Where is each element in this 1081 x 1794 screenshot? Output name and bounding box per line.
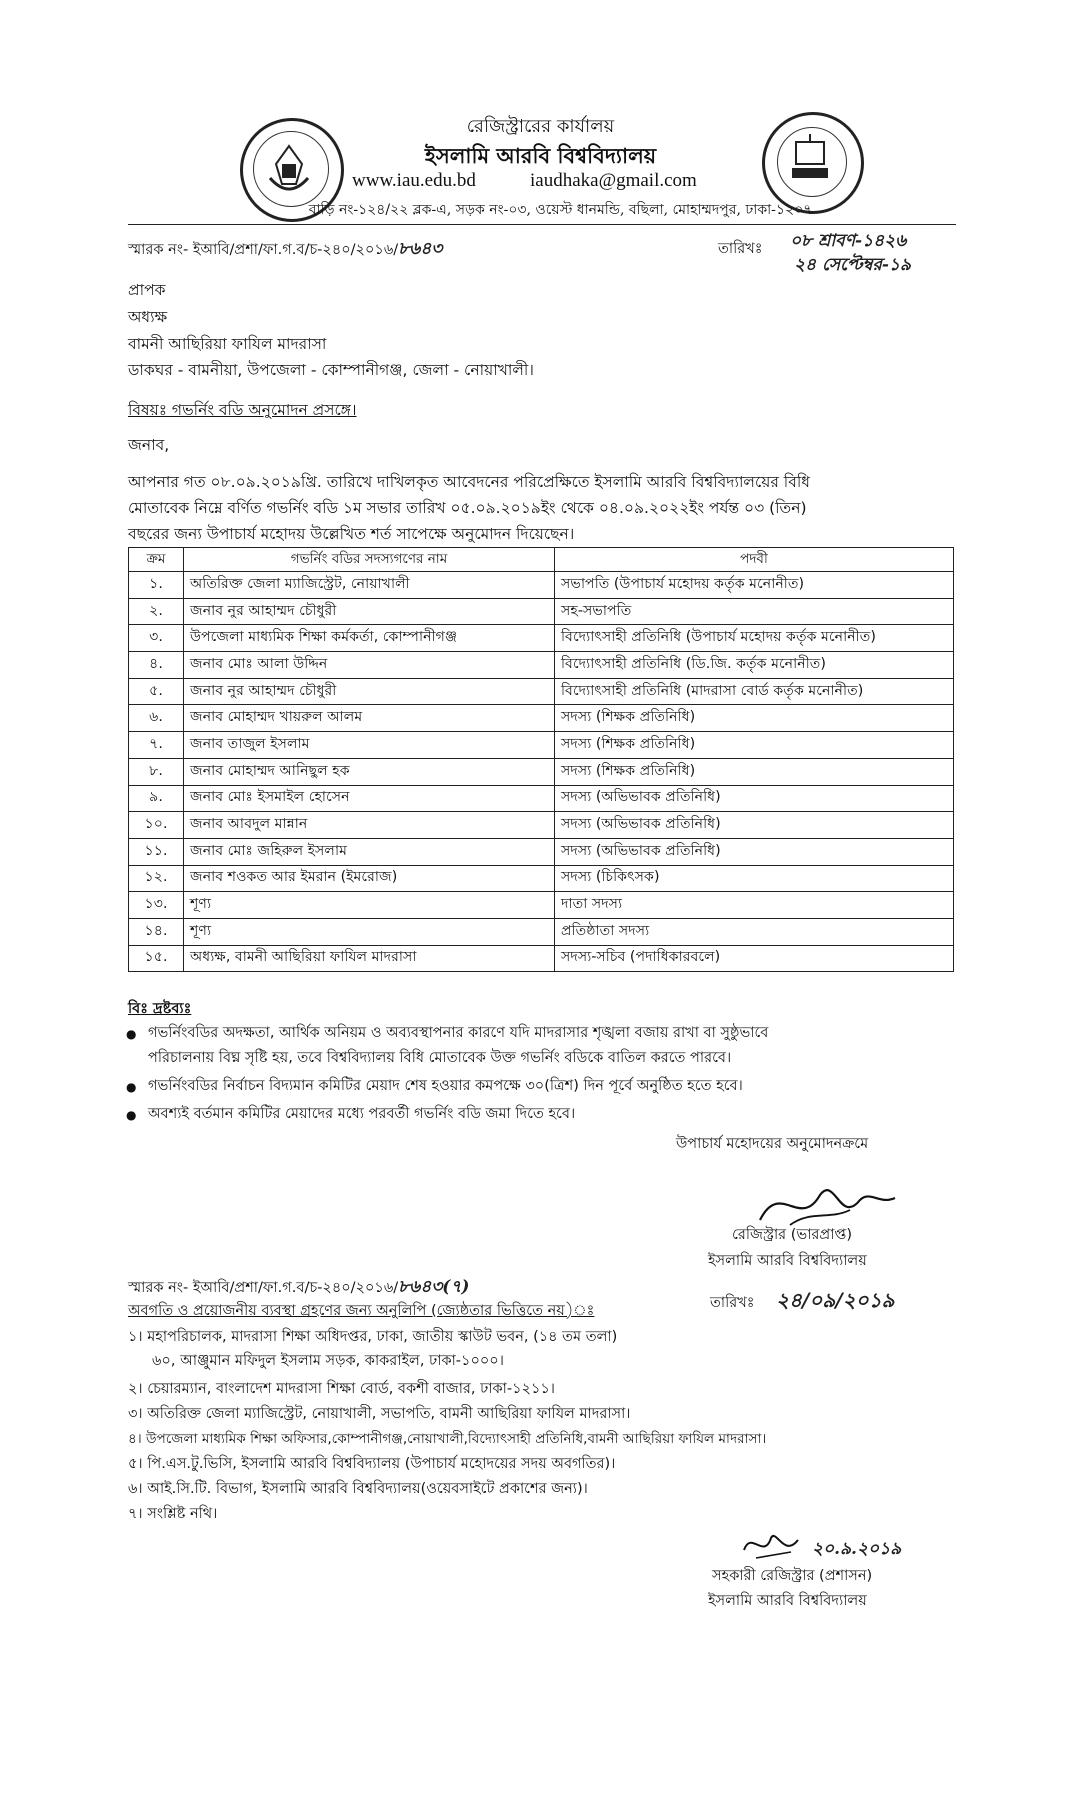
table-row	[129, 892, 954, 919]
name-cell: জনাব মোঃ আলা উদ্দিন	[184, 652, 555, 679]
copy-3: ৩। অতিরিক্ত জেলা ম্যাজিস্ট্রেট, নোয়াখালী, সভাপতি, বামনী আছিরিয়া ফাযিল মাদরাসা।	[128, 1406, 631, 1422]
table-row	[129, 652, 954, 679]
name-cell: জনাব মোহাম্মদ খায়রুল আলম	[184, 705, 555, 732]
memo-date-line1: ০৮ শ্রাবণ-১৪২৬	[790, 231, 907, 251]
post-cell: সদস্য (শিক্ষক প্রতিনিধি)	[555, 732, 954, 759]
table-row	[129, 812, 954, 839]
post-cell: বিদ্যোৎসাহী প্রতিনিধি (মাদরাসা বোর্ড কর্তৃক মনোনীত)	[555, 678, 954, 705]
note-3: অবশ্যই বর্তমান কমিটির মেয়াদের মধ্যে পরবর্তী গভর্নিং বডি জমা দিতে হবে।	[148, 1106, 576, 1122]
recipient-address: ডাকঘর - বামনীয়া, উপজেলা - কোম্পানীগঞ্জ, জেলা - নোয়াখালী।	[128, 361, 534, 379]
notes-label: বিঃ দ্রষ্টব্যঃ	[128, 1001, 192, 1017]
memo-date-label: তারিখঃ	[718, 241, 763, 257]
copy-1a: ১। মহাপরিচালক, মাদরাসা শিক্ষা অধিদপ্তর, ঢাকা, জাতীয় স্কাউট ভবন, (১৪ তম তলা)	[128, 1329, 618, 1345]
memo-date-line2: ২৪ সেপ্টেম্বর-১৯	[794, 255, 911, 275]
copy-4: ৪। উপজেলা মাধ্যমিক শিক্ষা অফিসার,কোম্পানীগঞ্জ,নোয়াখালী,বিদ্যোৎসাহী প্রতিনিধি,বামনী আছিরিয়া ফাযিল মাদরাসা।	[128, 1431, 767, 1447]
serial-cell: ১১.	[129, 838, 184, 865]
serial-cell: ১৪.	[129, 918, 184, 945]
body-line-2: মোতাবেক নিম্নে বর্ণিত গভর্নিং বডি ১ম সভার তারিখ ০৫.০৯.২০১৯ইং থেকে ০৪.০৯.২০২২ইং পর্যন্ত ০৩ (তিন)	[128, 499, 807, 517]
office-name: রেজিস্ট্রারের কার্যালয়	[466, 116, 615, 137]
header-divider	[128, 224, 956, 225]
salutation: জনাব,	[128, 436, 170, 454]
serial-cell: ২.	[129, 598, 184, 625]
memo2-date-label: তারিখঃ	[710, 1295, 755, 1311]
note-2: গভর্নিংবডির নির্বাচন বিদ্যমান কমিটির মেয়াদ শেষ হওয়ার কমপক্ষে ৩০(ত্রিশ) দিন পূর্বে অনুষ্ঠিত হতে হবে।	[148, 1078, 743, 1094]
memo-ref: স্মারক নং- ইআবি/প্রশা/ফা.গ.ব/চ-২৪০/২০১৬/৮৬৪৩	[128, 239, 443, 259]
subject-line: বিষয়ঃ গভর্নিং বডি অনুমোদন প্রসঙ্গে।	[128, 401, 357, 419]
table-row	[129, 945, 954, 972]
name-cell: জনাব মোহাম্মদ আনিছুল হক	[184, 758, 555, 785]
office-address: বাড়ি নং-১২৪/২২ ব্লক-এ, সড়ক নং-০৩, ওয়েস্ট ধানমন্ডি, বছিলা, মোহাম্মদপুর, ঢাকা-১২০৭	[308, 202, 813, 218]
bullet-icon: ●	[126, 1108, 137, 1122]
signature-asst-registrar	[736, 1520, 806, 1570]
copy-7: ৭। সংশ্লিষ্ট নথি।	[128, 1506, 218, 1522]
name-cell: জনাব নুর আহাম্মদ চৌধুরী	[184, 598, 555, 625]
serial-cell: ১৩.	[129, 892, 184, 919]
table-row	[129, 918, 954, 945]
table-row	[129, 705, 954, 732]
approval-line: উপাচার্য মহোদয়ের অনুমোদনক্রমে	[676, 1136, 869, 1152]
table-header-row	[129, 548, 954, 572]
signatory2-date-handwritten: ২০.৯.২০১৯	[812, 1539, 902, 1559]
post-cell: দাতা সদস্য	[555, 892, 954, 919]
table-row	[129, 572, 954, 599]
post-cell: বিদ্যোৎসাহী প্রতিনিধি (উপাচার্য মহোদয় কর্তৃক মনোনীত)	[555, 625, 954, 652]
serial-cell: ১২.	[129, 865, 184, 892]
email-link[interactable]: iaudhaka@gmail.com	[530, 170, 697, 191]
table-row	[129, 625, 954, 652]
name-cell: অধ্যক্ষ, বামনী আছিরিয়া ফাযিল মাদরাসা	[184, 945, 555, 972]
serial-cell: ৬.	[129, 705, 184, 732]
col-serial: ক্রম	[129, 548, 184, 572]
copy-heading: অবগতি ও প্রয়োজনীয় ব্যবস্থা গ্রহণের জন্য অনুলিপি (জ্যেষ্ঠতার ভিত্তিতে নয়)ঃ	[128, 1303, 595, 1319]
serial-cell: ১০.	[129, 812, 184, 839]
post-cell: সদস্য (অভিভাবক প্রতিনিধি)	[555, 838, 954, 865]
signatory1-org: ইসলামি আরবি বিশ্ববিদ্যালয়	[708, 1253, 867, 1269]
name-cell: জনাব শওকত আর ইমরান (ইমরোজ)	[184, 865, 555, 892]
table-row	[129, 865, 954, 892]
serial-cell: ৫.	[129, 678, 184, 705]
col-name: গভর্নিং বডির সদস্যগণের নাম	[184, 548, 555, 572]
name-cell: জনাব মোঃ জহিরুল ইসলাম	[184, 838, 555, 865]
serial-cell: ১.	[129, 572, 184, 599]
bullet-icon: ●	[126, 1080, 137, 1094]
signatory1-title: রেজিস্ট্রার (ভারপ্রাপ্ত)	[732, 1227, 853, 1243]
serial-cell: ৩.	[129, 625, 184, 652]
table-row	[129, 598, 954, 625]
serial-cell: ৯.	[129, 785, 184, 812]
memo2-date-handwritten: ২৪/০৯/২০১৯	[776, 1288, 895, 1312]
post-cell: প্রতিষ্ঠাতা সদস্য	[555, 918, 954, 945]
copy-6: ৬। আই.সি.টি. বিভাগ, ইসলামি আরবি বিশ্ববিদ্যালয়(ওয়েবসাইটে প্রকাশের জন্য)।	[128, 1481, 588, 1497]
table-row	[129, 785, 954, 812]
name-cell: উপজেলা মাধ্যমিক শিক্ষা কর্মকর্তা, কোম্পানীগঞ্জ	[184, 625, 555, 652]
post-cell: সদস্য-সচিব (পদাধিকারবলে)	[555, 945, 954, 972]
post-cell: সদস্য (অভিভাবক প্রতিনিধি)	[555, 785, 954, 812]
name-cell: জনাব নুর আহাম্মদ চৌধুরী	[184, 678, 555, 705]
note-1b: পরিচালনায় বিঘ্ন সৃষ্টি হয়, তবে বিশ্ববিদ্যালয় বিধি মোতাবেক উক্ত গভর্নিং বডিকে বাতিল করতে পারবে।	[148, 1050, 732, 1066]
bullet-icon: ●	[126, 1027, 137, 1041]
memo-ref-handwritten: ৮৬৪৩	[398, 239, 443, 259]
copy-1b: ৬০, আঞ্জুমান মফিদুল ইসলাম সড়ক, কাকরাইল, ঢাকা-১০০০।	[152, 1353, 504, 1369]
table-row	[129, 758, 954, 785]
note-1a: গভর্নিংবডির অদক্ষতা, আর্থিক অনিয়ম ও অব্যবস্থাপনার কারণে যদি মাদরাসার শৃঙ্খলা বজায় রাখা বা সুষ্ঠুভাবে	[148, 1025, 769, 1041]
post-cell: সদস্য (চিকিৎসক)	[555, 865, 954, 892]
serial-cell: ৪.	[129, 652, 184, 679]
post-cell: সভাপতি (উপাচার্য মহোদয় কর্তৃক মনোনীত)	[555, 572, 954, 599]
signatory2-title: সহকারী রেজিস্ট্রার (প্রশাসন)	[712, 1568, 873, 1584]
copy-5: ৫। পি.এস.টু.ভিসি, ইসলামি আরবি বিশ্ববিদ্যালয় (উপাচার্য মহোদয়ের সদয় অবগতির)।	[128, 1456, 616, 1472]
body-line-1: আপনার গত ০৮.০৯.২০১৯খ্রি. তারিখে দাখিলকৃত আবেদনের পরিপ্রেক্ষিতে ইসলামি আরবি বিশ্ববিদ্যালয়ের বিধি	[128, 473, 810, 491]
recipient-label: প্রাপক	[128, 281, 166, 299]
name-cell: শূণ্য	[184, 892, 555, 919]
name-cell: জনাব তাজুল ইসলাম	[184, 732, 555, 759]
name-cell: জনাব আবদুল মান্নান	[184, 812, 555, 839]
col-post: পদবী	[555, 548, 954, 572]
university-name: ইসলামি আরবি বিশ্ববিদ্যালয়	[424, 143, 657, 168]
website-link[interactable]: www.iau.edu.bd	[352, 170, 476, 191]
post-cell: সদস্য (শিক্ষক প্রতিনিধি)	[555, 758, 954, 785]
name-cell: জনাব মোঃ ইসমাইল হোসেন	[184, 785, 555, 812]
post-cell: সহ-সভাপতি	[555, 598, 954, 625]
serial-cell: ৮.	[129, 758, 184, 785]
memo2-ref: স্মারক নং- ইআবি/প্রশা/ফা.গ.ব/চ-২৪০/২০১৬/৮৬৪৩(৭)	[128, 1277, 470, 1297]
recipient-institution: বামনী আছিরিয়া ফাযিল মাদরাসা	[128, 335, 327, 353]
memo2-ref-handwritten: ৮৬৪৩(৭)	[398, 1277, 470, 1297]
table-row	[129, 678, 954, 705]
governing-body-table	[128, 547, 954, 972]
post-cell: সদস্য (অভিভাবক প্রতিনিধি)	[555, 812, 954, 839]
post-cell: বিদ্যোৎসাহী প্রতিনিধি (ডি.জি. কর্তৃক মনোনীত)	[555, 652, 954, 679]
copy-2: ২। চেয়ারম্যান, বাংলাদেশ মাদরাসা শিক্ষা বোর্ড, বকশী বাজার, ঢাকা-১২১১।	[128, 1381, 555, 1397]
serial-cell: ৭.	[129, 732, 184, 759]
table-row	[129, 838, 954, 865]
post-cell: সদস্য (শিক্ষক প্রতিনিধি)	[555, 705, 954, 732]
table-row	[129, 732, 954, 759]
name-cell: অতিরিক্ত জেলা ম্যাজিস্ট্রেট, নোয়াখালী	[184, 572, 555, 599]
body-line-3: বছরের জন্য উপাচার্য মহোদয় উল্লেখিত শর্ত সাপেক্ষে অনুমোদন দিয়েছেন।	[128, 525, 575, 543]
signatory2-org: ইসলামি আরবি বিশ্ববিদ্যালয়	[708, 1593, 867, 1609]
name-cell: শূণ্য	[184, 918, 555, 945]
recipient-title: অধ্যক্ষ	[128, 308, 168, 326]
serial-cell: ১৫.	[129, 945, 184, 972]
